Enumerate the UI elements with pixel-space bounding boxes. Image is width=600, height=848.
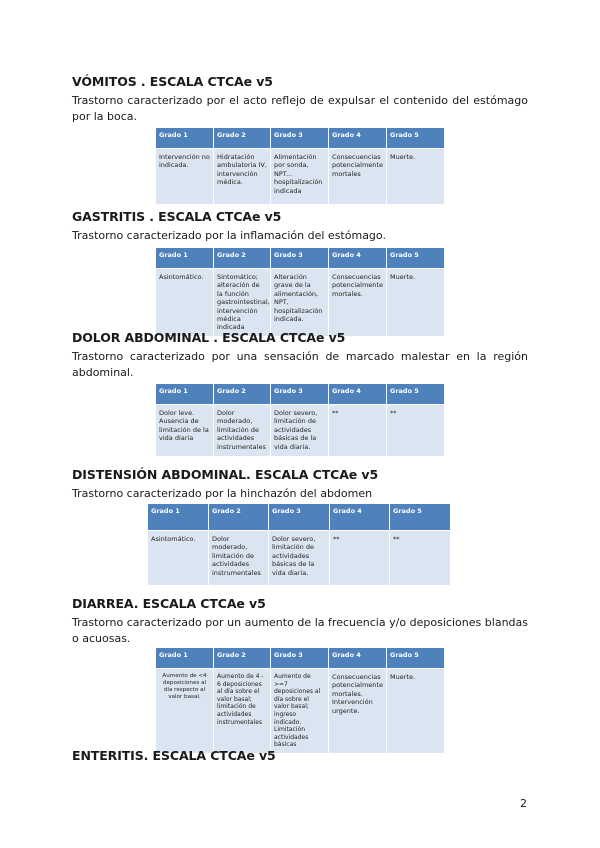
table-cell: Asintomático. xyxy=(148,531,209,586)
table-row xyxy=(156,405,445,457)
table-cell: Dolor severo, limitación de actividades básicas de la vida diaria. xyxy=(269,531,330,586)
grade-table-diarrea xyxy=(155,647,445,754)
header-cell: Grado 1 xyxy=(156,384,214,405)
header-cell: Grado 3 xyxy=(271,384,329,405)
section-dolor-abdominal xyxy=(72,330,528,381)
table-cell: Sintomático; alteración de la función gastrointestinal, intervención médica indicada xyxy=(214,269,271,337)
table-cell: Aumento de >=7 deposiciones al día sobre el valor basal; ingreso indicado. Limitación actividades básicas xyxy=(271,669,329,754)
header-cell: Grado 3 xyxy=(271,648,329,669)
table-cell: Dolor moderado, limitación de actividades instrumentales xyxy=(214,405,271,457)
header-cell: Grado 1 xyxy=(156,128,214,149)
table-cell: Dolor moderado, limitación de actividades instrumentales xyxy=(209,531,269,586)
table-header-row xyxy=(156,384,445,405)
table-cell: ** xyxy=(330,531,390,586)
grade-table-vomitos xyxy=(155,127,445,205)
table-cell: Alteración grave de la alimentación, NPT, hospitalización indicada. xyxy=(271,269,329,337)
grade-table-gastritis xyxy=(155,247,445,337)
header-cell: Grado 4 xyxy=(329,648,387,669)
header-cell: Grado 5 xyxy=(387,384,445,405)
section-distension-abdominal xyxy=(72,467,528,502)
table-cell: ** xyxy=(390,531,451,586)
section-title: DISTENSIÓN ABDOMINAL. ESCALA CTCAe v5 xyxy=(72,467,379,482)
header-cell: Grado 2 xyxy=(214,648,271,669)
table-row xyxy=(148,531,451,586)
table-row xyxy=(156,669,445,754)
table-cell: Intervención no indicada. xyxy=(156,149,214,205)
table-cell: Alimentación por sonda, NPT... hospitalización indicada xyxy=(271,149,329,205)
section-description: Trastorno caracterizado por una sensación de marcado malestar en la región abdominal. xyxy=(72,350,528,379)
header-cell: Grado 3 xyxy=(271,248,329,269)
header-cell: Grado 5 xyxy=(387,128,445,149)
table-cell: Asintomático. xyxy=(156,269,214,337)
header-cell: Grado 4 xyxy=(329,248,387,269)
section-title: DOLOR ABDOMINAL . ESCALA CTCAe v5 xyxy=(72,330,346,345)
table-cell: Dolor severo, limitación de actividades básicas de la vida diaria. xyxy=(271,405,329,457)
section-diarrea xyxy=(72,596,528,647)
table-cell: ** xyxy=(329,405,387,457)
table-cell: ** xyxy=(387,405,445,457)
table-cell: Muerte. xyxy=(387,269,445,337)
header-cell: Grado 5 xyxy=(387,248,445,269)
section-description: Trastorno caracterizado por el acto reflejo de expulsar el contenido del estómago por la boca. xyxy=(72,94,528,123)
header-cell: Grado 3 xyxy=(271,128,329,149)
header-cell: Grado 5 xyxy=(390,504,451,531)
header-cell: Grado 3 xyxy=(269,504,330,531)
table-cell: Consecuencias potencialmente mortales xyxy=(329,149,387,205)
table-row xyxy=(156,269,445,337)
header-cell: Grado 1 xyxy=(148,504,209,531)
section-title: DIARREA. ESCALA CTCAe v5 xyxy=(72,596,266,611)
header-cell: Grado 4 xyxy=(329,384,387,405)
section-vomitos xyxy=(72,74,528,125)
table-cell: Aumento de <4 deposiciones al día respecto al valor basal. xyxy=(156,669,214,754)
table-row xyxy=(156,149,445,205)
table-cell: Consecuencias potencialmente mortales. Intervención urgente. xyxy=(329,669,387,754)
table-header-row xyxy=(156,248,445,269)
table-cell: Hidratación ambulatoria IV, intervención médica. xyxy=(214,149,271,205)
table-header-row xyxy=(148,504,451,531)
section-description: Trastorno caracterizado por la inflamación del estómago. xyxy=(72,229,386,242)
header-cell: Grado 5 xyxy=(387,648,445,669)
section-description: Trastorno caracterizado por la hinchazón del abdomen xyxy=(72,487,373,500)
grade-table-dolor-abdominal xyxy=(155,383,445,457)
header-cell: Grado 4 xyxy=(329,128,387,149)
section-title: ENTERITIS. ESCALA CTCAe v5 xyxy=(72,748,276,763)
header-cell: Grado 4 xyxy=(330,504,390,531)
table-header-row xyxy=(156,648,445,669)
grade-table-distension-abdominal xyxy=(147,503,451,586)
table-cell: Consecuencias potencialmente mortales. xyxy=(329,269,387,337)
header-cell: Grado 2 xyxy=(214,128,271,149)
table-cell: Muerte. xyxy=(387,669,445,754)
header-cell: Grado 1 xyxy=(156,248,214,269)
header-cell: Grado 1 xyxy=(156,648,214,669)
section-title: GASTRITIS . ESCALA CTCAe v5 xyxy=(72,209,282,224)
header-cell: Grado 2 xyxy=(214,248,271,269)
table-cell: Muerte. xyxy=(387,149,445,205)
section-gastritis xyxy=(72,209,528,244)
header-cell: Grado 2 xyxy=(209,504,269,531)
header-cell: Grado 2 xyxy=(214,384,271,405)
table-cell: Dolor leve. Ausencia de limitación de la vida diaria xyxy=(156,405,214,457)
page-number: 2 xyxy=(520,797,527,810)
section-description: Trastorno caracterizado por un aumento de la frecuencia y/o deposiciones blandas o acuosas. xyxy=(72,616,528,645)
section-title: VÓMITOS . ESCALA CTCAe v5 xyxy=(72,74,273,89)
table-cell: Aumento de 4 - 6 deposiciones al día sobre el valor basal; limitación de actividades instrumentales xyxy=(214,669,271,754)
table-header-row xyxy=(156,128,445,149)
section-enteritis xyxy=(72,748,528,764)
